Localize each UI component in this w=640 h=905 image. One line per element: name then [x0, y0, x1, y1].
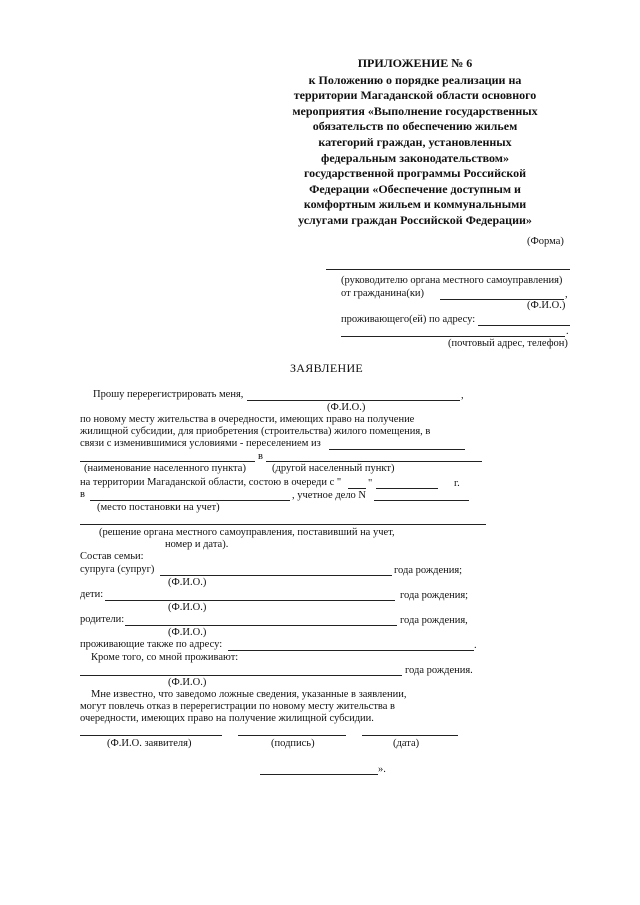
other-settlement-caption: (другой населенный пункт) [272, 463, 395, 474]
birth-year-4: года рождения. [405, 665, 473, 676]
paragraph-line: жилищной субсидии, для приобретения (строительства) жилого помещения, в [80, 426, 431, 437]
request-comma: , [461, 390, 464, 401]
also-residing-field[interactable] [228, 650, 474, 651]
fio-caption-4: (Ф.И.О.) [168, 627, 207, 638]
date-field[interactable] [362, 735, 458, 736]
besides-label: Кроме того, со мной проживают: [91, 652, 239, 663]
header-line: территории Магаданской области основного [293, 88, 537, 103]
postal-caption: (почтовый адрес, телефон) [448, 338, 568, 349]
account-label: , учетное дело N [292, 490, 367, 501]
decision-caption-1: (решение органа местного самоуправления, поставивший на учет, [99, 527, 395, 538]
place-caption: (место постановки на учет) [97, 502, 220, 513]
fio-caption-3: (Ф.И.О.) [168, 602, 207, 613]
birth-year-2: года рождения; [400, 590, 469, 601]
queue-label: на территории Магаданской области, состою в очереди с " [80, 477, 342, 488]
fio-caption-1: (Ф.И.О.) [327, 402, 366, 413]
warning-line: могут повлечь отказ в перерегистрации по новому месту жительства в [80, 701, 395, 712]
v-label-2: в [80, 489, 85, 500]
decision-caption-2: номер и дата). [165, 539, 229, 550]
applicant-name-field[interactable] [247, 400, 460, 401]
signature-caption: (подпись) [271, 738, 315, 749]
header-line: к Положению о порядке реализации на [308, 72, 522, 87]
cohabitants-field[interactable] [80, 675, 402, 676]
from-comma: , [565, 289, 568, 300]
header-line: категорий граждан, установленных [318, 134, 512, 149]
appendix-title: ПРИЛОЖЕНИЕ № 6 [357, 56, 473, 70]
children-field[interactable] [105, 600, 395, 601]
from-settlement-field[interactable] [329, 449, 465, 450]
applicant-fio-field[interactable] [80, 735, 222, 736]
header-line: мероприятия «Выполнение государственных [292, 103, 538, 118]
header-line: комфортным жильем и коммунальными [303, 197, 527, 212]
header-line: государственной программы Российской [303, 166, 526, 181]
birth-year-3: года рождения, [400, 615, 468, 626]
spouse-label: супруга (супруг) [80, 564, 155, 575]
v-label: в [258, 451, 263, 462]
year-suffix: г. [454, 478, 460, 489]
children-label: дети: [80, 589, 104, 600]
residing-label: проживающего(ей) по адресу: [341, 314, 476, 325]
also-period: . [474, 640, 477, 651]
signature-field[interactable] [238, 735, 346, 736]
paragraph-line: по новому месту жительства в очередности, имеющих право на получение [80, 414, 415, 425]
appendix-header [272, 56, 558, 229]
header-line: Федерации «Обеспечение доступным и [309, 181, 521, 196]
header-line: услугами граждан Российской Федерации» [298, 212, 532, 227]
applicant-fio-caption: (Ф.И.О. заявителя) [107, 738, 192, 749]
fio-caption: (Ф.И.О.) [527, 300, 566, 311]
address-field-1[interactable] [478, 325, 570, 326]
queue-quote: " [368, 478, 373, 489]
account-number-field[interactable] [374, 500, 469, 501]
warning-line: Мне известно, что заведомо ложные сведения, указанные в заявлении, [91, 689, 407, 700]
warning-line: очередности, имеющих право на получение жилищной субсидии. [80, 713, 374, 724]
statement-title: ЗАЯВЛЕНИЕ [290, 361, 364, 375]
fio-caption-2: (Ф.И.О.) [168, 577, 207, 588]
queue-month-field[interactable] [376, 488, 438, 489]
queue-day-field[interactable] [348, 488, 366, 489]
spouse-field[interactable] [160, 575, 392, 576]
settlement-field[interactable] [80, 461, 255, 462]
other-settlement-field[interactable] [266, 461, 482, 462]
head-caption: (руководителю органа местного самоуправления) [341, 275, 563, 286]
header-line: обязательств по обеспечению жильем [312, 119, 518, 134]
final-date-field[interactable] [260, 774, 378, 775]
address-field-2[interactable] [341, 336, 565, 337]
registration-place-field[interactable] [90, 500, 290, 501]
form-label: (Форма) [527, 236, 564, 247]
final-date-end: ». [378, 764, 386, 775]
header-line: федеральным законодательством» [321, 150, 509, 165]
request-label: Прошу перерегистрировать меня, [93, 389, 244, 400]
fio-caption-5: (Ф.И.О.) [168, 677, 207, 688]
family-label: Состав семьи: [80, 551, 144, 562]
address-end-period: . [566, 326, 569, 337]
decision-field[interactable] [80, 524, 486, 525]
settlement-caption: (наименование населенного пункта) [84, 463, 246, 474]
from-label: от гражданина(ки) [341, 288, 425, 299]
parents-field[interactable] [125, 625, 397, 626]
date-caption: (дата) [393, 738, 420, 749]
head-name-field[interactable] [326, 269, 570, 270]
parents-label: родители: [80, 614, 125, 625]
paragraph-line: связи с изменившимися условиями - переселением из [80, 438, 321, 449]
also-residing-label: проживающие также по адресу: [80, 639, 223, 650]
birth-year-1: года рождения; [394, 565, 463, 576]
